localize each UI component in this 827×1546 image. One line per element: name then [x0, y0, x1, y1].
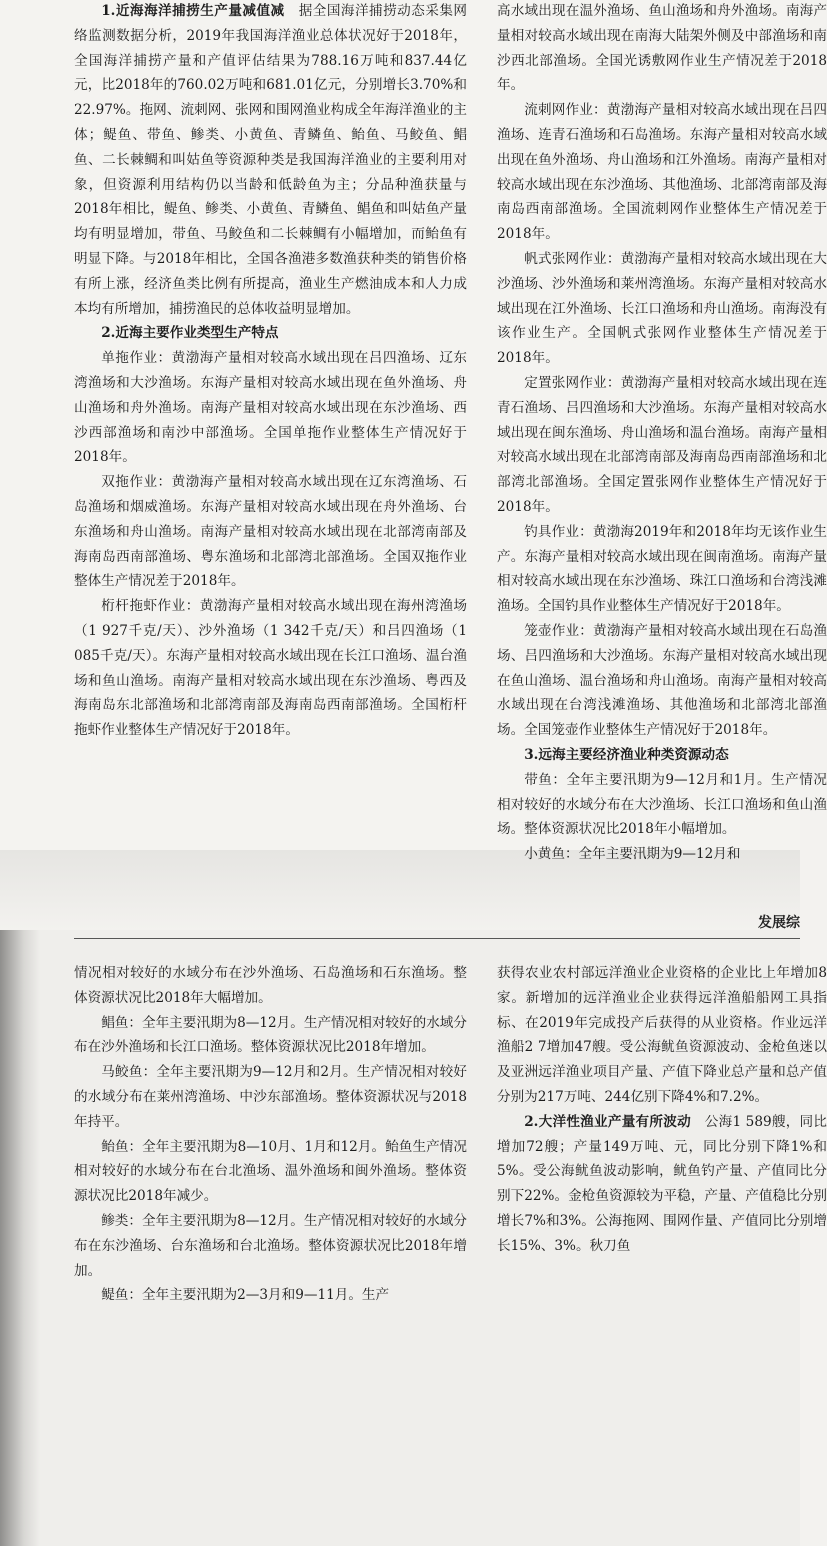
lower-left-column	[74, 961, 467, 1308]
paragraph-text: 鲹类：全年主要汛期为8—12月。生产情况相对较好的水域分布在东沙渔场、台东渔场和台北渔场。整体资源状况比2018年增加。	[74, 1212, 467, 1279]
paragraph-text: 鲳鱼：全年主要汛期为8—12月。生产情况相对较好的水域分布在沙外渔场和长江口渔场。整体资源状况比2018年增加。	[74, 1014, 467, 1056]
paragraph	[497, 371, 827, 520]
paragraph-text: 鲐鱼：全年主要汛期为8—10月、1月和12月。鲐鱼生产情况相对较好的水域分布在台北渔场、温外渔场和闽外渔场。整体资源状况比2018年减少。	[74, 1138, 467, 1205]
paragraph	[497, 247, 827, 371]
paragraph-text: 鳀鱼：全年主要汛期为2—3月和9—11月。生产	[101, 1287, 390, 1304]
paragraph	[497, 768, 827, 842]
section-heading: 2.大洋性渔业产量有所波动	[524, 1113, 691, 1130]
paragraph	[497, 842, 827, 867]
paragraph-text: 桁杆拖虾作业：黄渤海产量相对较高水域出现在海州湾渔场（1 927千克/天）、沙外渔场（1 342千克/天）和吕四渔场（1 085千克/天）。东海产量相对较高水域出现在长江口渔场、温台渔场和鱼山渔场。南海产量相对较高水域出现在东沙渔场、粤西及海南岛东北部渔场和北部湾南部及海南岛西南部渔场。全国桁杆拖虾作业整体生产情况好于2018年。	[74, 598, 467, 739]
paragraph	[497, 743, 827, 768]
paragraph-text: 情况相对较好的水域分布在沙外渔场、石岛渔场和石东渔场。整体资源状况比2018年大幅增加。	[74, 965, 467, 1006]
paragraph-text: 获得农业农村部远洋渔业企业资格的企业比上年增加8家。新增加的远洋渔业企业获得远洋渔船船网工具指标、在2019年完成投产后获得的从业资格。作业远洋渔船2 7增加47艘。受公海鱿鱼资源波动、金枪鱼迷以及亚洲远洋渔业项目产量、产值下降业总产量和总产值分别为217万吨、244亿别下降4%和7.2%。	[497, 965, 827, 1105]
paragraph	[74, 961, 467, 1011]
header-rule	[74, 938, 800, 939]
paragraph-text: 双拖作业：黄渤海产量相对较高水域出现在辽东湾渔场、石岛渔场和烟威渔场。东海产量相对较高水域出现在舟外渔场、台东渔场和舟山渔场。南海产量相对较高水域出现在北部湾南部及海南岛西南部渔场、粤东渔场和北部湾北部渔场。全国双拖作业整体生产情况差于2018年。	[74, 474, 467, 590]
paragraph-text: 高水域出现在温外渔场、鱼山渔场和舟外渔场。南海产量相对较高水域出现在南海大陆架外侧及中部渔场和南沙西北部渔场。全国光诱敷网作业生产情况差于2018年。	[497, 3, 827, 94]
paragraph-text: 钓具作业：黄渤海2019年和2018年均无该作业生产。东海产量相对较高水域出现在闽南渔场。南海产量相对较高水域出现在东沙渔场、珠江口渔场和台湾浅滩渔场。全国钓具作业整体生产情况好于2018年。	[497, 523, 827, 615]
paragraph	[74, 1283, 467, 1308]
paragraph	[497, 961, 827, 1110]
paragraph-text: 帆式张网作业：黄渤海产量相对较高水域出现在大沙渔场、沙外渔场和莱州湾渔场。东海产量相对较高水域出现在江外渔场、长江口渔场和舟山渔场。南海没有该作业生产。全国帆式张网作业整体生产情况差于2018年。	[497, 250, 827, 367]
upper-left-column	[74, 0, 467, 743]
paragraph	[497, 0, 827, 98]
paragraph-text: 小黄鱼：全年主要汛期为9—12月和	[524, 846, 741, 863]
paragraph	[74, 346, 467, 470]
paragraph-text: 定置张网作业：黄渤海产量相对较高水域出现在连青石渔场、吕四渔场和大沙渔场。东海产量相对较高水域出现在闽东渔场、舟山渔场和温台渔场。南海产量相对较高水域出现在北部湾南部及海南岛西南部渔场和北部湾北部渔场。全国定置张网作业整体生产情况好于2018年。	[497, 374, 827, 515]
paragraph-text: 公海1 589艘，同比增加72艘；产量149万吨、元，同比分别下降1%和5%。受公海鱿鱼波动影响，鱿鱼钓产量、产值同比分别下22%。金枪鱼资源较为平稳，产量、产值稳比分别增长7%和3%。公海拖网、围网作量、产值同比分别增长15%、3%。秋刀鱼	[497, 1113, 827, 1254]
paragraph	[74, 1135, 467, 1209]
paragraph-text: 单拖作业：黄渤海产量相对较高水域出现在吕四渔场、辽东湾渔场和大沙渔场。东海产量相对较高水域出现在鱼外渔场、舟山渔场和舟外渔场。南海产量相对较高水域出现在东沙渔场、西沙西部渔场和南沙中部渔场。全国单拖作业整体生产情况好于2018年。	[74, 350, 467, 466]
paragraph-text: 带鱼：全年主要汛期为9—12月和1月。生产情况相对较好的水域分布在大沙渔场、长江口渔场和鱼山渔场。整体资源状况比2018年小幅增加。	[497, 771, 827, 838]
spine-shadow	[0, 930, 40, 1546]
paragraph	[497, 619, 827, 743]
paragraph	[497, 98, 827, 247]
paragraph	[74, 1011, 467, 1061]
paragraph	[74, 321, 467, 346]
paragraph-text: 笼壶作业：黄渤海产量相对较高水域出现在石岛渔场、吕四渔场和大沙渔场。东海产量相对较高水域出现在鱼山渔场、温台渔场和舟山渔场。南海产量相对较高水域出现在台湾浅滩渔场、其他渔场和北部湾北部渔场。全国笼壶作业整体生产情况好于2018年。	[497, 622, 827, 739]
running-head: 发展综	[758, 915, 800, 931]
paragraph-text: 马鲛鱼：全年主要汛期为9—12月和2月。生产情况相对较好的水域分布在莱州湾渔场、中沙东部渔场。整体资源状况与2018年持平。	[74, 1064, 467, 1130]
upper-right-column	[497, 0, 827, 867]
paragraph	[74, 594, 467, 743]
paragraph-text: 据全国海洋捕捞动态采集网络监测数据分析，2019年我国海洋渔业总体状况好于2018年，全国海洋捕捞产量和产值评估结果为788.16万吨和837.44亿元，比2018年的760.02万吨和681.01亿元，分别增长3.70%和22.97%。拖网、流刺网、张网和围网渔业构成全年海洋渔业的主体；鳀鱼、带鱼、鲹类、小黄鱼、青鳞鱼、鲐鱼、马鲛鱼、鲳鱼、二长棘鲷和叫姑鱼等资源种类是我国海洋渔业的主要利用对象，但资源利用结构仍以当龄和低龄鱼为主；分品种渔获量与2018年相比，鳀鱼、鲹类、小黄鱼、青鳞鱼、鲳鱼和叫姑鱼产量均有明显增加，带鱼、马鲛鱼和二长棘鲷有小幅增加，而鲐鱼有明显下降。与2018年相比，全国各渔港多数渔获种类的销售价格有所上涨，经济鱼类比例有所提高，渔业生产燃油成本和人力成本均有所增加，捕捞渔民的总体收益明显增加。	[74, 3, 467, 317]
paragraph	[74, 1060, 467, 1134]
paragraph	[497, 1110, 827, 1259]
paragraph	[74, 470, 467, 594]
section-heading: 3.远海主要经济渔业种类资源动态	[524, 746, 729, 763]
paragraph	[497, 520, 827, 619]
paragraph	[74, 0, 467, 321]
paragraph	[74, 1209, 467, 1283]
lower-right-column	[497, 961, 827, 1259]
section-heading: 2.近海主要作业类型生产特点	[101, 325, 279, 342]
paragraph-text: 流刺网作业：黄渤海产量相对较高水域出现在吕四渔场、连青石渔场和石岛渔场。东海产量相对较高水域出现在鱼外渔场、舟山渔场和江外渔场。南海产量相对较高水域出现在东沙渔场、其他渔场、北部湾南部及海南岛西南部渔场。全国流刺网作业整体生产情况差于2018年。	[497, 102, 827, 243]
section-heading: 1.近海海洋捕捞生产量减值减	[101, 3, 285, 19]
